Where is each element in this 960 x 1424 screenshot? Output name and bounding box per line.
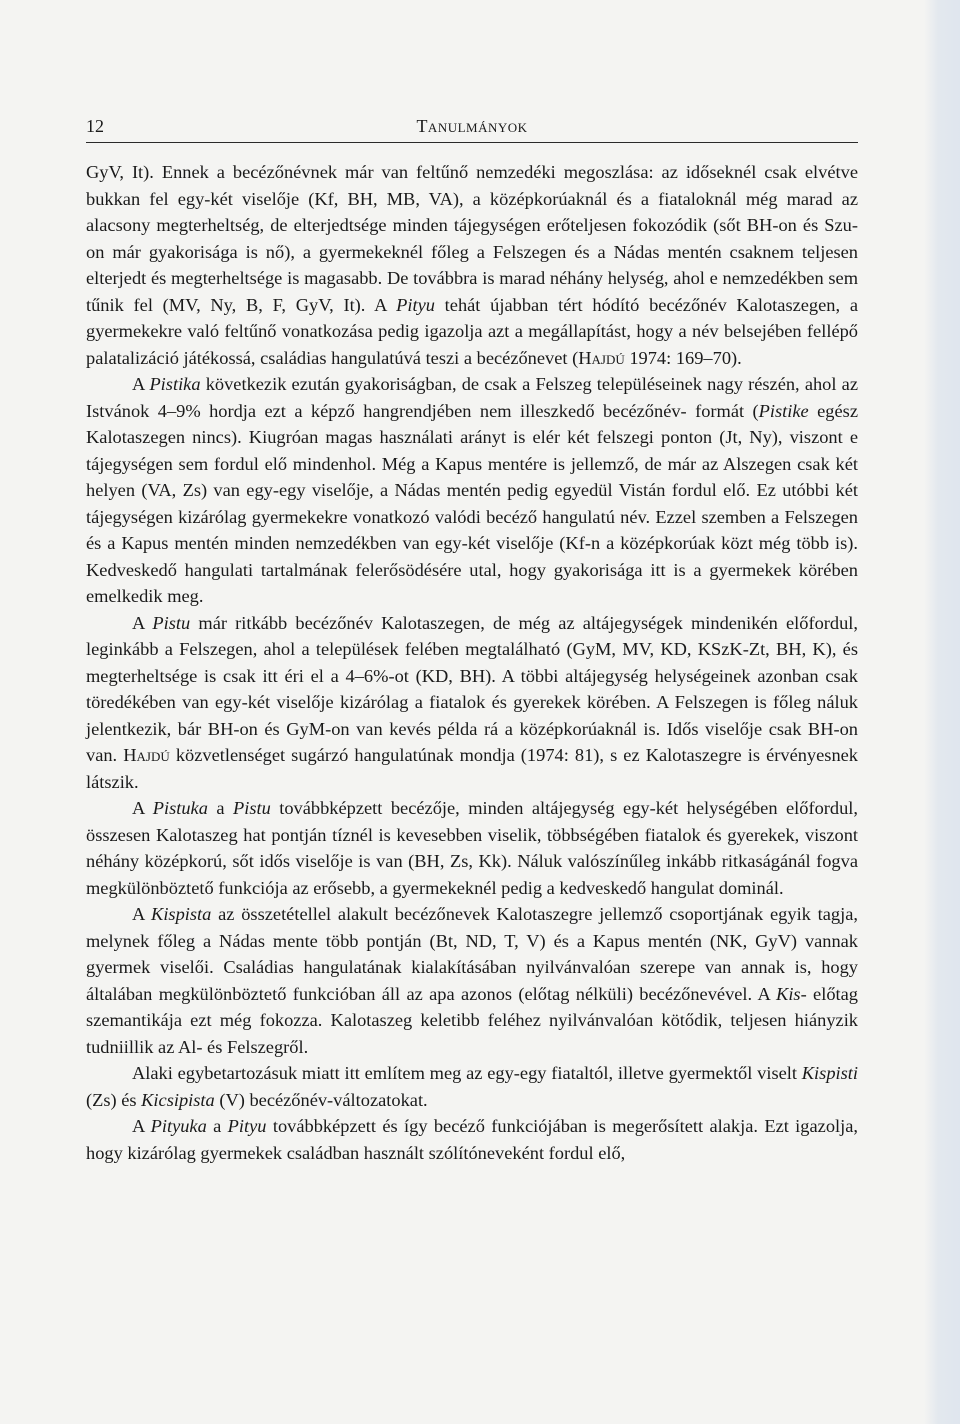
text-run: továbbképzett becézője, minden altájegység egy-két helységében előfordul, összesen Kalotaszeg hat pontján tíznél is kevesebben viselik, többségében fiatalok és gyerekek, viszont néhány középkorú, sőt idős viselője is van (BH, Zs, Kk). Náluk valószínűleg inkább ritkaságánál fogva megkülönböztető funkciója az erősebb, a gyermekeknél pedig a kedveskedő hangulat dominál.	[86, 798, 858, 898]
text-run: (Zs) és	[86, 1089, 142, 1110]
italic-name: Kis-	[776, 983, 807, 1004]
italic-name: Kicsipista	[141, 1089, 215, 1110]
scan-edge	[924, 0, 960, 1424]
text-run: Alaki egybetartozásuk miatt itt említem meg az egy-egy fiataltól, illetve gyermektől viselt	[132, 1063, 802, 1083]
italic-name: Pistike	[758, 400, 809, 421]
page-number: 12	[86, 116, 104, 136]
text-run: 1974: 169–70).	[624, 347, 742, 368]
text-run: a	[207, 798, 233, 818]
book-page	[86, 112, 858, 1166]
text-run: A	[132, 374, 150, 394]
text-run: továbbképzett és így becéző funkciójában is megerősített alakja. Ezt igazolja, hogy kizárólag gyermekek családban használt szólítóneveként fordul elő,	[86, 1116, 858, 1163]
body-text	[86, 159, 858, 1166]
italic-name: Kispisti	[801, 1063, 858, 1083]
text-run: A	[132, 798, 153, 818]
italic-name: Kispista	[151, 904, 212, 924]
italic-name: Pityu	[396, 294, 435, 315]
italic-name: Pistu	[232, 798, 271, 818]
text-run: (V) becézőnév-változatokat.	[214, 1089, 428, 1110]
paragraph	[86, 610, 858, 796]
text-run: egész Kalotaszegen nincs). Kiugróan magas használati arányt is elér két felszegi ponton (Jt, Ny), viszont e tájegységen sem fordul elő mindenhol. Még a Kapus mentére is jellemző, de már az Alszegen csak két helyen (VA, Zs) van egy-egy viselője, a Nádas mentén pedig egyedül Vistán fordul elő. Ez utóbbi két tájegységen kizárólag gyermekekre vonatkozó valódi becéző hangulatú név. Ezzel szemben a Felszegen és a Kapus mentén minden nemzedékben van egy-két viselője (Kf-n a középkorúak közt még több is). Kedveskedő hangulati tartalmának felerősödésére utal, hogy gyakorisága itt is a gyermekek körében emelkedik meg.	[86, 400, 858, 606]
author-citation: Hajdú	[123, 745, 170, 765]
text-run: az összetétellel alakult becézőnevek Kalotaszegre jellemző csoportjának egyik tagja, melynek főleg a Nádas mente több pontján (Bt, ND, T, V) és a Kapus mentén (NK, GyV) vannak gyermek viselői. Családias hangulatának kialakításában nyilvánvalóan szerepe van annak is, hogy általában megkülönböztető funkcióban áll az apa azonos (előtag nélküli) becézőnevével. A	[86, 904, 858, 1004]
text-run: GyV, It). Ennek a becézőnévnek már van feltűnő nemzedéki megoszlása: az időseknél csak elvétve bukkan fel egy-két viselője (Kf, BH, MB, VA), a középkorúaknál és a fiataloknál még marad az alacsony megterheltség, de elterjedtsége minden tájegységen erőteljesen fokozódik (sőt BH-on és Szu-on már gyakorisága is nő), a gyermekeknél főleg a Felszegen és a Nádas mentén csaknem teljesen elterjedt és megterheltsége is magasabb. De továbbra is marad néhány helység, ahol e nemzedékben sem tűnik fel (MV, Ny, B, F, GyV, It). A	[86, 162, 858, 315]
text-run: előtag szemantikája ezt még fokozza. Kalotaszeg keletibb feléhez nyilvánvalóan kötődik, teljesen hiányzik tudniillik az Al- és Felszegről.	[86, 983, 858, 1057]
section-title: Tanulmányok	[416, 116, 528, 136]
text-run: a	[206, 1116, 228, 1136]
text-run: közvetlenséget sugárzó hangulatúnak mondja (1974: 81), s ez Kalotaszegre is érvényesnek látszik.	[86, 745, 858, 792]
italic-name: Pistu	[152, 612, 191, 633]
paragraph	[86, 795, 858, 901]
text-run: A	[132, 904, 152, 924]
paragraph	[86, 901, 858, 1060]
text-run: következik ezután gyakoriságban, de csak a Felszeg településeinek nagy részén, ahol az Istvánok 4–9% hordja ezt a képző hangrendjében nem illeszkedő becézőnév- formát (	[86, 374, 858, 421]
paragraph	[86, 371, 858, 610]
paragraph	[86, 1060, 858, 1113]
italic-name: Pistika	[149, 374, 201, 394]
text-run: A	[132, 1116, 151, 1136]
italic-name: Pityu	[227, 1116, 267, 1136]
paragraph	[86, 1113, 858, 1166]
text-run: már ritkább becézőnév Kalotaszegen, de még az altájegységek mindenikén előfordul, leginkább a Felszegen, ahol a települések felében megtalálható (GyM, MV, KD, KSzK-Zt, BH, K), és megterheltsége is csak itt éri el a 4–6%-ot (KD, BH). A többi altájegység helységeinek azonban csak töredékében van egy-két viselője kizárólag a fiatalok és gyerekek körében. A Felszegen is főleg náluk jelentkezik, bár BH-on és GyM-on van kevés példa rá a középkorúaknál is. Idős viselője csak BH-on van.	[86, 612, 858, 765]
italic-name: Pityuka	[150, 1116, 207, 1136]
text-run: A	[132, 612, 153, 633]
paragraph	[86, 159, 858, 371]
running-head	[86, 112, 858, 143]
text-run: tehát újabban tért hódító becézőnév Kalotaszegen, a gyermekekre való feltűnő vonatkozása pedig igazolja azt a megállapítást, hogy a név belsejében fellépő palatalizáció játékossá, családias hangulatúvá teszi a becézőnevet (	[86, 294, 858, 368]
italic-name: Pistuka	[152, 798, 208, 818]
author-citation: Hajdú	[578, 347, 625, 368]
